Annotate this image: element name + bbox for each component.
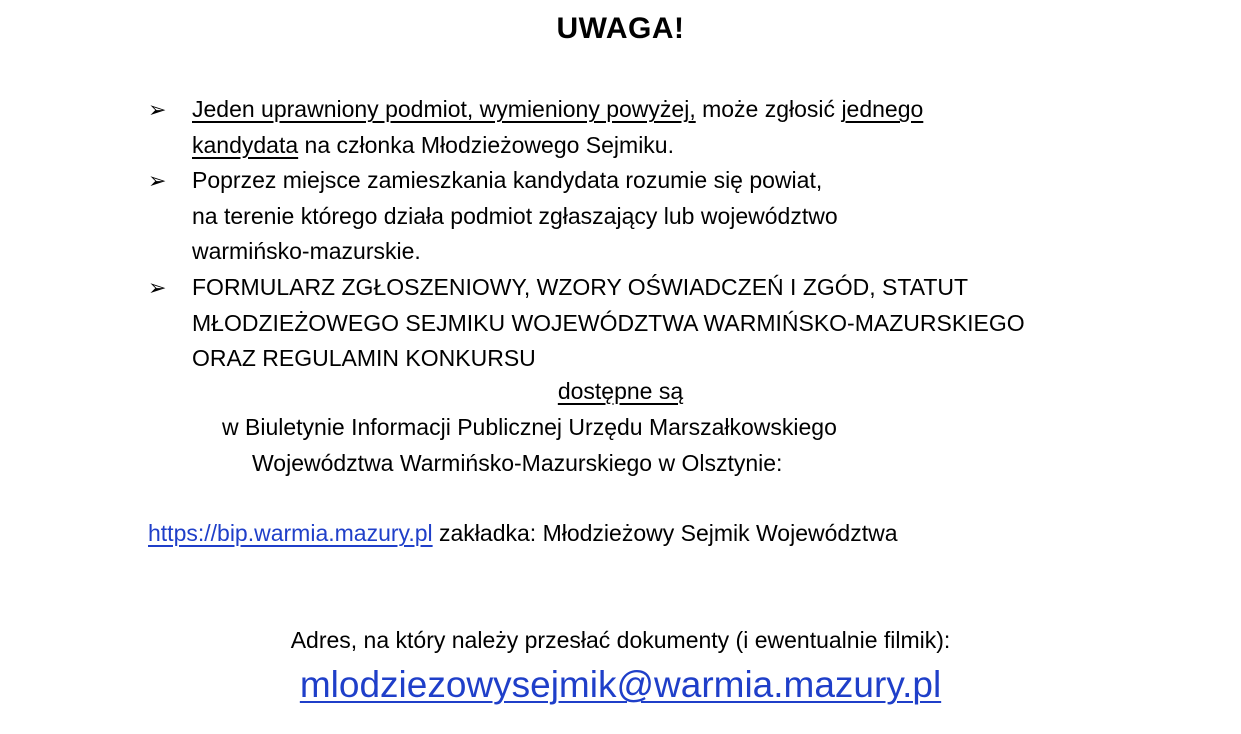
underlined-phrase: Jeden uprawniony podmiot, wymieniony powyżej,: [192, 96, 696, 122]
bullet-item-1: [148, 92, 1108, 163]
bip-link-line: [148, 520, 898, 547]
bullet-item-2: [148, 163, 1108, 270]
email-link[interactable]: mlodziezowysejmik@warmia.mazury.pl: [299, 664, 942, 705]
email-line: [0, 664, 1241, 706]
underlined-phrase: kandydata: [192, 131, 299, 158]
arrow-bullet-icon: ➢: [148, 168, 167, 194]
bip-url-link[interactable]: https://bip.warmia.mazury.pl: [148, 520, 433, 546]
heading: UWAGA!: [556, 12, 685, 45]
bip-line-1: w Biuletynie Informacji Publicznej Urzędu Marszałkowskiego: [222, 414, 837, 440]
arrow-bullet-icon: ➢: [148, 97, 167, 122]
bip-line-2: Województwa Warmińsko-Mazurskiego w Olsztynie:: [252, 450, 783, 476]
bip-tab-text: zakładka: Młodzieżowy Sejmik Województwa: [432, 520, 898, 546]
plain-phrase: na członka Młodzieżowego Sejmiku.: [298, 131, 674, 158]
text-line: FORMULARZ ZGŁOSZENIOWY, WZORY OŚWIADCZEŃ I ZGÓD, STATUT: [192, 273, 969, 300]
underlined-phrase: jednego: [841, 96, 924, 122]
bullet-text-1: [192, 92, 1108, 163]
bullet-text-2: [192, 163, 1108, 270]
bullet-list: [148, 92, 1108, 377]
arrow-bullet-icon: ➢: [148, 274, 167, 300]
address-label: Adres, na który należy przesłać dokumenty (i ewentualnie filmik):: [290, 627, 951, 653]
bullet-text-3: [192, 270, 1108, 377]
text-line: ORAZ REGULAMIN KONKURSU: [192, 345, 536, 372]
text-line: warmińsko-mazurskie.: [192, 238, 421, 265]
text-line: MŁODZIEŻOWEGO SEJMIKU WOJEWÓDZTWA WARMIŃSKO-MAZURSKIEGO: [192, 309, 1025, 336]
plain-phrase: może zgłosić: [695, 96, 842, 122]
text-line: Poprzez miejsce zamieszkania kandydata rozumie się powiat,: [192, 167, 823, 194]
available-note: [0, 378, 1241, 405]
text-line: na terenie którego działa podmiot zgłaszający lub województwo: [192, 202, 838, 229]
bullet-item-3: [148, 270, 1108, 377]
available-text: dostępne są: [557, 378, 684, 404]
